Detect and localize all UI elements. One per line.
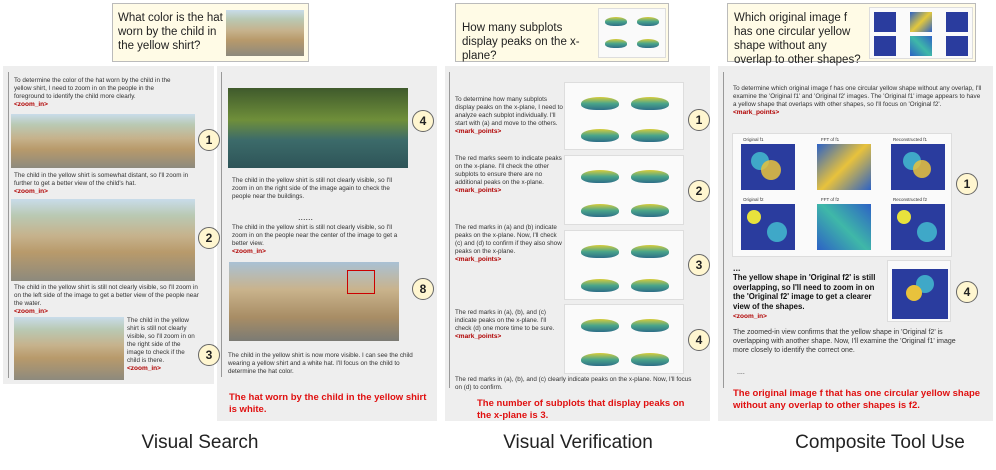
search-step-badge-8: 8 — [412, 278, 434, 300]
search-zoom-image-1 — [11, 114, 195, 168]
question-text-verify: How many subplots display peaks on the x-plane? — [462, 22, 580, 62]
verify-intro-text: To determine how many subplots display peaks on the x-plane, I need to analyze each subplot individually. I'll start with (a) and move to the others. <mark_points> — [455, 96, 563, 135]
question-text-composite: Which original image f has one circular yellow shape without any overlap to other shapes? — [734, 12, 861, 66]
search-zoom-image-4 — [228, 88, 408, 168]
composite-ellipsis: ... — [733, 263, 741, 273]
search-zoom-image-8 — [229, 262, 399, 341]
verify-answer: The number of subplots that display peaks on the x-plane is 3. — [477, 398, 685, 421]
verify-step2-text: The red marks seem to indicate peaks on the x-plane. I'll check the other subplots to ensure there are no additional peaks on the x-plane. <mark_points> — [455, 155, 562, 194]
search-ellipsis: ...... — [298, 212, 314, 222]
question-thumbnail-village — [226, 10, 304, 56]
search-zoom-image-2 — [11, 199, 195, 281]
verify-divider — [449, 72, 450, 388]
composite-step-badge-4: 4 — [956, 281, 978, 303]
question-box-search — [112, 3, 309, 62]
search-step2-text: The child in the yellow shirt is somewhat distant, so I'll zoom in further to get a better view of the child's hat. <zoom_in> — [14, 172, 189, 195]
verify-step-badge-2: 2 — [688, 180, 710, 202]
composite-fft-grid: Original f1 FFT of f1 Reconstructed f1 Original f2 FFT of f2 Reconstructed f2 — [732, 133, 952, 257]
search-divider-left — [8, 72, 9, 378]
question-box-verify — [455, 3, 669, 62]
search-step-badge-4: 4 — [412, 110, 434, 132]
search-intro-text: To determine the color of the hat worn by the child in the yellow shirt, I need to zoom in on the people in the foreground to identify the child more clearly. <zoom_in> — [14, 77, 171, 108]
verify-subplots-2 — [564, 155, 684, 225]
question-thumbnail-fft — [869, 7, 973, 59]
caption-visual-verification: Visual Verification — [503, 432, 653, 453]
search-step-badge-2: 2 — [198, 227, 220, 249]
composite-bold-step: The yellow shape in 'Original f2' is still overlapping, so I'll need to zoom in on the 'Original f2' image to get a clearer view of the shapes. <zoom_in> — [733, 273, 876, 320]
composite-step-badge-1: 1 — [956, 173, 978, 195]
verify-step-badge-3: 3 — [688, 254, 710, 276]
composite-zoom-text: The zoomed-in view confirms that the yellow shape in 'Original f2' is overlapping with another shape. Now, I'll examine the 'Original f1' image more closely to identify the correct one. — [733, 329, 956, 354]
composite-zoomed-image — [887, 260, 951, 322]
composite-ellipsis2: .... — [737, 369, 745, 376]
search-final-text: The child in the yellow shirt is now more visible. I can see the child wearing a yellow shirt and a white hat. I'll focus on the child to determine the hat color. — [228, 352, 413, 375]
search-step-badge-3: 3 — [198, 344, 220, 366]
verify-step3-text: The red marks in (a) and (b) indicate peaks on the x-plane. Now, I'll check (c) and (d) to confirm if they also show peaks on the x-plane. <mark_points> — [455, 224, 562, 263]
composite-intro-text: To determine which original image f has one circular yellow shape without any overlap, I'll examine the 'Original f1' and 'Original f2' images. The 'Original f1' image appears to have a yellow shape that overlaps with other shapes, so I'll focus on 'Original f2'. <mark_points> — [733, 85, 982, 116]
caption-composite-tool-use: Composite Tool Use — [795, 432, 965, 453]
composite-answer: The original image f that has one circular yellow shape without any overlap to other shapes is f2. — [733, 388, 981, 411]
search-step3b-text: The child in the yellow shirt is still not clearly visible, so I'll zoom in on the right side of the image to check if the child is there. <zoom_in> — [127, 317, 195, 372]
search-step5-text: The child in the yellow shirt is still not clearly visible, so I'll zoom in on the people near the center of the image to get a better view. <zoom_in> — [232, 224, 398, 255]
search-step-badge-1: 1 — [198, 129, 220, 151]
verify-subplots-3 — [564, 230, 684, 300]
question-thumbnail-subplots — [598, 8, 666, 58]
verify-subplots-4 — [564, 304, 684, 374]
question-text-search: What color is the hat worn by the child in the yellow shirt? — [118, 12, 223, 52]
verify-step-badge-4: 4 — [688, 329, 710, 351]
composite-divider — [723, 72, 724, 388]
search-step3-text: The child in the yellow shirt is still not clearly visible, so I'll zoom in on the left side of the image to get a better view of the people near the water. <zoom_in> — [14, 284, 199, 315]
verify-final-text: The red marks in (a), (b), and (c) clearly indicate peaks on the x-plane. Now, I'll focus on (d) to confirm. — [455, 376, 692, 391]
search-step4-text: The child in the yellow shirt is still not clearly visible, so I'll zoom in on the right side of the image again to check the people near the buildings. — [232, 177, 393, 200]
caption-visual-search: Visual Search — [141, 432, 259, 453]
search-zoom-image-3 — [14, 317, 124, 380]
search-answer: The hat worn by the child in the yellow shirt is white. — [229, 392, 427, 415]
search-divider-right — [221, 72, 222, 377]
question-box-composite — [727, 3, 976, 66]
verify-step4-text: The red marks in (a), (b), and (c) indicate peaks on the x-plane. I'll check (d) one more time to be sure. <mark_points> — [455, 309, 555, 340]
verify-step-badge-1: 1 — [688, 109, 710, 131]
verify-subplots-1 — [564, 82, 684, 150]
